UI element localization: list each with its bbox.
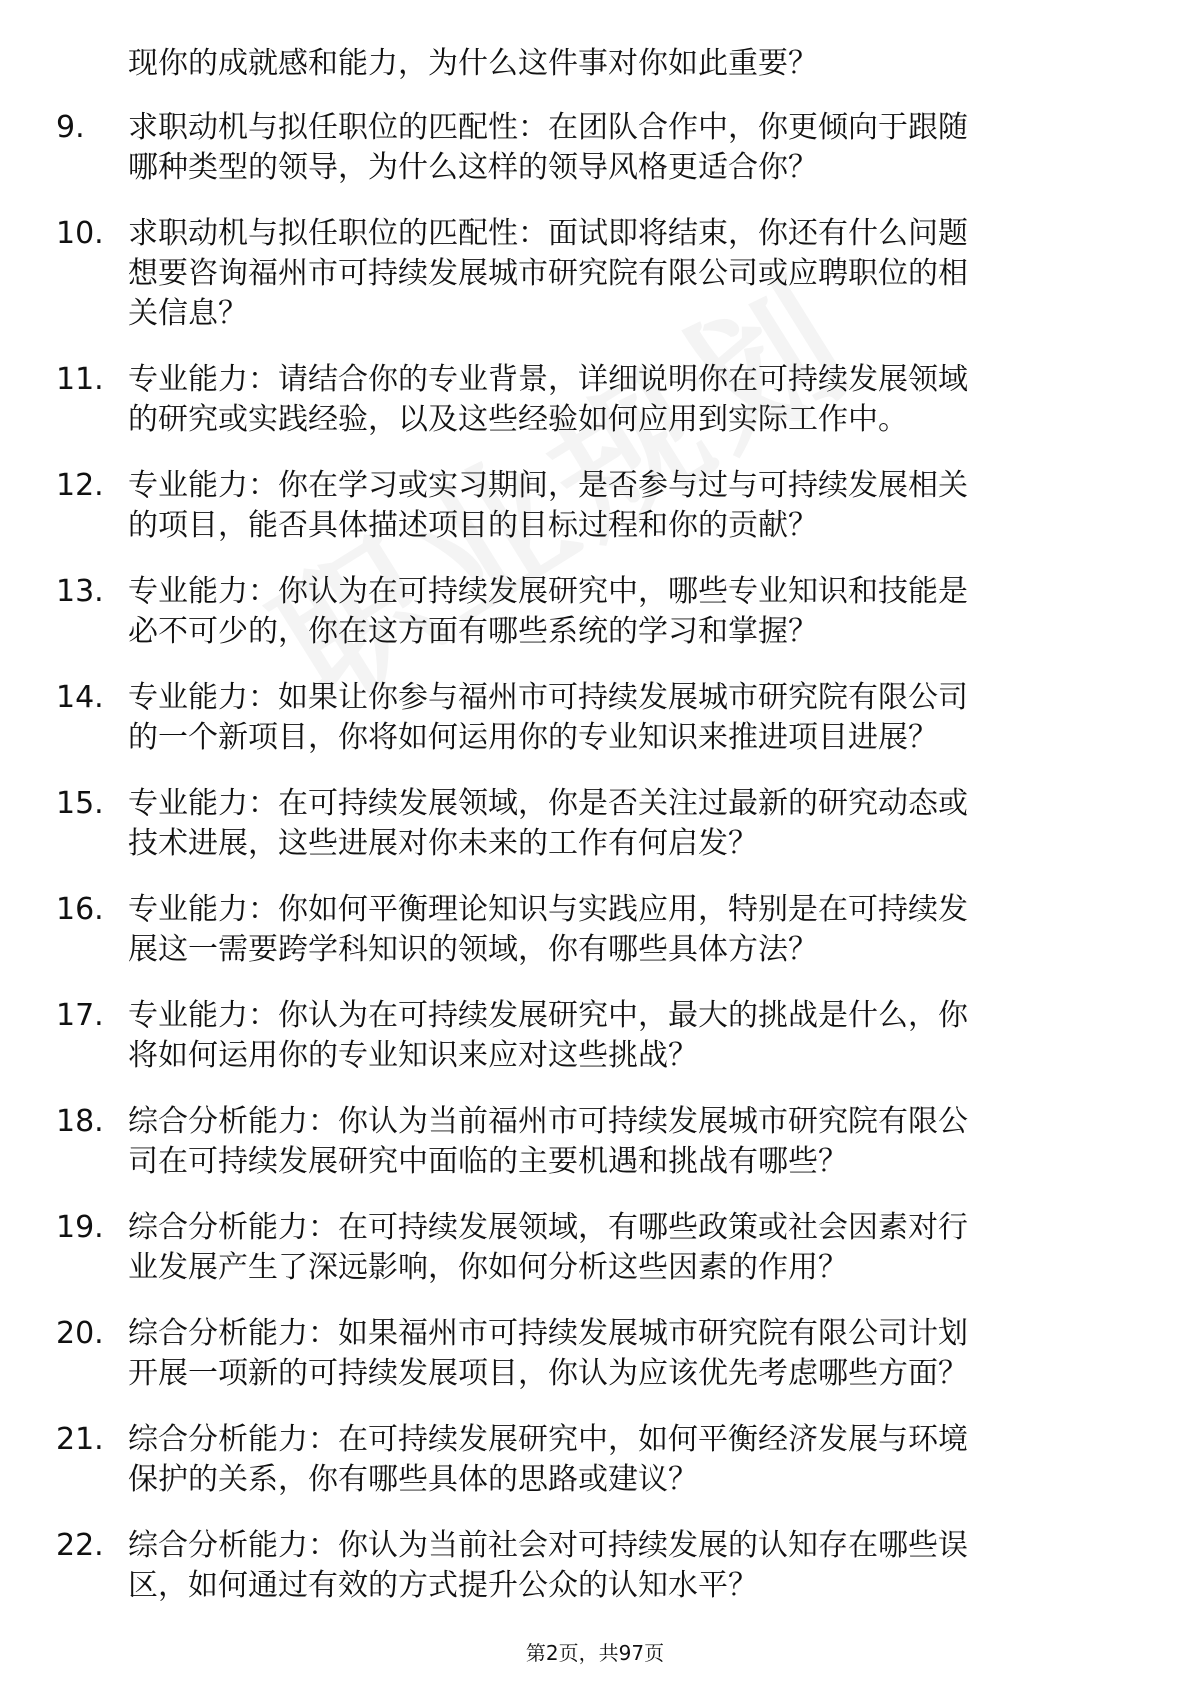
- question-number: 10.: [56, 216, 104, 251]
- question-number: 21.: [56, 1422, 104, 1457]
- question-item: [0, 1102, 1190, 1188]
- question-line: 专业能力：你认为在可持续发展研究中，哪些专业知识和技能是: [128, 574, 968, 609]
- question-item: [0, 1526, 1190, 1612]
- question-line: 业发展产生了深远影响，你如何分析这些因素的作用？: [128, 1250, 848, 1285]
- question-list: [0, 108, 1190, 1632]
- question-text: [128, 1102, 1118, 1182]
- question-item: [0, 890, 1190, 976]
- question-text: [128, 1208, 1118, 1288]
- question-line: 综合分析能力：你认为当前福州市可持续发展城市研究院有限公: [128, 1104, 968, 1139]
- question-text: [128, 996, 1118, 1076]
- question-item: [0, 1420, 1190, 1506]
- question-line: 必不可少的，你在这方面有哪些系统的学习和掌握？: [128, 614, 818, 649]
- question-number: 12.: [56, 468, 104, 503]
- question-line: 将如何运用你的专业知识来应对这些挑战？: [128, 1038, 698, 1073]
- question-number: 13.: [56, 574, 104, 609]
- question-text: [128, 214, 1118, 334]
- question-line: 想要咨询福州市可持续发展城市研究院有限公司或应聘职位的相: [128, 256, 968, 291]
- question-line: 求职动机与拟任职位的匹配性：在团队合作中，你更倾向于跟随: [128, 110, 968, 145]
- question-number: 19.: [56, 1210, 104, 1245]
- question-item: [0, 996, 1190, 1082]
- question-number: 20.: [56, 1316, 104, 1351]
- question-number: 14.: [56, 680, 104, 715]
- question-line: 开展一项新的可持续发展项目，你认为应该优先考虑哪些方面？: [128, 1356, 968, 1391]
- question-line: 专业能力：你认为在可持续发展研究中，最大的挑战是什么，你: [128, 998, 968, 1033]
- question-number: 11.: [56, 362, 104, 397]
- question-text: [128, 466, 1118, 546]
- continued-text: 现你的成就感和能力，为什么这件事对你如此重要？: [128, 46, 818, 81]
- question-item: [0, 784, 1190, 870]
- question-number: 16.: [56, 892, 104, 927]
- question-number: 15.: [56, 786, 104, 821]
- page-footer: 第2页，共97页: [525, 1641, 665, 1665]
- question-text: [128, 784, 1118, 864]
- question-line: 专业能力：你在学习或实习期间，是否参与过与可持续发展相关: [128, 468, 968, 503]
- question-text: [128, 1314, 1118, 1394]
- question-line: 司在可持续发展研究中面临的主要机遇和挑战有哪些？: [128, 1144, 848, 1179]
- question-line: 的一个新项目，你将如何运用你的专业知识来推进项目进展？: [128, 720, 938, 755]
- question-item: [0, 1314, 1190, 1400]
- question-line: 综合分析能力：在可持续发展研究中，如何平衡经济发展与环境: [128, 1422, 968, 1457]
- question-number: 9.: [56, 110, 85, 145]
- question-line: 综合分析能力：你认为当前社会对可持续发展的认知存在哪些误: [128, 1528, 968, 1563]
- question-line: 专业能力：在可持续发展领域，你是否关注过最新的研究动态或: [128, 786, 968, 821]
- question-number: 17.: [56, 998, 104, 1033]
- question-line: 专业能力：你如何平衡理论知识与实践应用，特别是在可持续发: [128, 892, 968, 927]
- question-line: 区，如何通过有效的方式提升公众的认知水平？: [128, 1568, 758, 1603]
- question-text: [128, 678, 1118, 758]
- question-line: 技术进展，这些进展对你未来的工作有何启发？: [128, 826, 758, 861]
- question-item: [0, 678, 1190, 764]
- question-item: [0, 572, 1190, 658]
- question-line: 关信息？: [128, 296, 248, 331]
- question-item: [0, 466, 1190, 552]
- question-line: 保护的关系，你有哪些具体的思路或建议？: [128, 1462, 698, 1497]
- question-line: 求职动机与拟任职位的匹配性：面试即将结束，你还有什么问题: [128, 216, 968, 251]
- question-line: 哪种类型的领导，为什么这样的领导风格更适合你？: [128, 150, 818, 185]
- question-number: 18.: [56, 1104, 104, 1139]
- question-text: [128, 572, 1118, 652]
- question-line: 的研究或实践经验，以及这些经验如何应用到实际工作中。: [128, 402, 908, 437]
- question-line: 的项目，能否具体描述项目的目标过程和你的贡献？: [128, 508, 818, 543]
- question-text: [128, 890, 1118, 970]
- question-number: 22.: [56, 1528, 104, 1563]
- question-line: 展这一需要跨学科知识的领域，你有哪些具体方法？: [128, 932, 818, 967]
- question-item: [0, 360, 1190, 446]
- question-line: 专业能力：请结合你的专业背景，详细说明你在可持续发展领域: [128, 362, 968, 397]
- question-text: [128, 108, 1118, 188]
- question-line: 综合分析能力：如果福州市可持续发展城市研究院有限公司计划: [128, 1316, 968, 1351]
- question-text: [128, 1420, 1118, 1500]
- question-item: [0, 214, 1190, 340]
- question-text: [128, 1526, 1118, 1606]
- question-line: 专业能力：如果让你参与福州市可持续发展城市研究院有限公司: [128, 680, 968, 715]
- question-item: [0, 1208, 1190, 1294]
- question-text: [128, 360, 1118, 440]
- question-item: [0, 108, 1190, 194]
- question-line: 综合分析能力：在可持续发展领域，有哪些政策或社会因素对行: [128, 1210, 968, 1245]
